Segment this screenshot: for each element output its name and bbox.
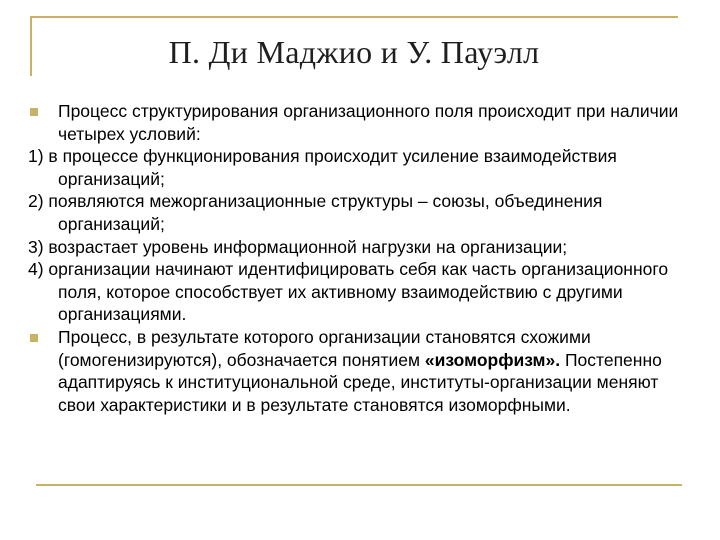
bullet-paragraph-2 [28,326,688,416]
slide-title: П. Ди Маджио и У. Пауэлл [168,34,540,70]
slide-body [28,100,688,416]
bullet-1-text: Процесс структурирования организационного поля происходит при наличии четырех условий: [58,101,679,144]
bullet-2-text-end: Постепенно адаптируясь к институциональной среде, институты-организации меняют свои характеристики и в результате становятся изоморфными. [58,349,662,415]
condition-item-3: 3) возрастает уровень информационной нагрузки на организации; [28,236,568,257]
square-bullet-icon [30,108,38,116]
bullet-2-text-start: Процесс, в результате которого организации становятся схожими (гомогенизируются), обозначается понятием [58,326,591,370]
condition-item-2: 2) появляются межорганизационные структуры – союзы, объединения организаций; [28,191,603,234]
square-bullet-icon [30,334,38,342]
bullet-paragraph-1 [28,100,688,145]
isomorphism-term: «изоморфизм». [424,349,561,370]
condition-item-1: 1) в процессе функционирования происходит усиление взаимодействия организаций; [28,146,617,189]
title-frame-top-line [30,16,678,18]
condition-item-4: 4) организации начинают идентифицировать себя как часть организационного поля, которое способствует их активному взаимодействию с другими организациями. [28,259,669,325]
title-frame [30,16,678,84]
bottom-divider [36,484,682,486]
